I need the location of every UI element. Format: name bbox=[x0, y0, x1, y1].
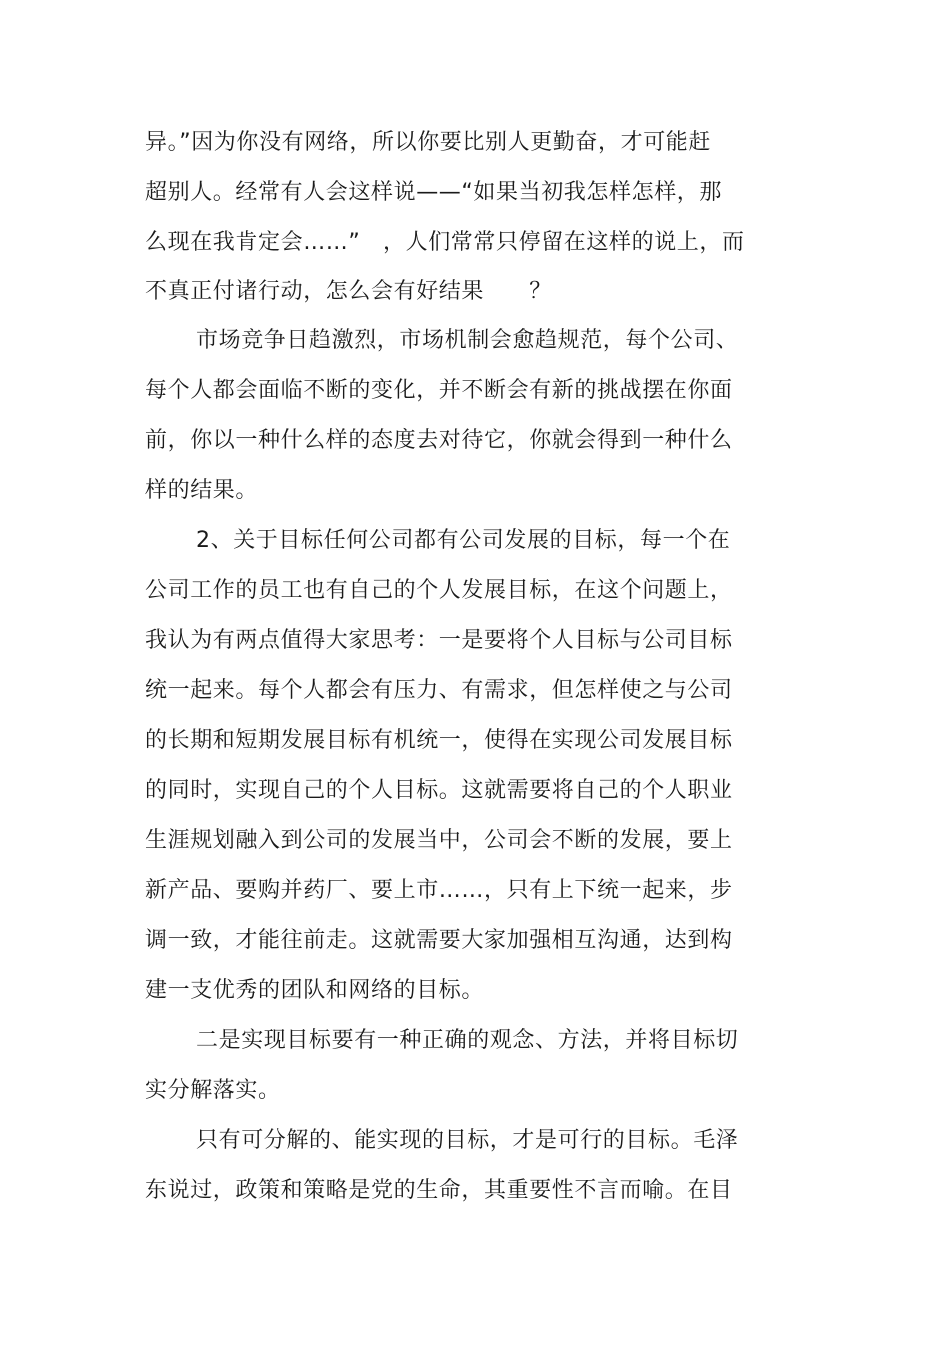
paragraph-start-line: 二是实现目标要有一种正确的观念、方法，并将目标切 bbox=[196, 1028, 739, 1053]
text-line: 的同时，实现自己的个人目标。这就需要将自己的个人职业 bbox=[145, 778, 733, 803]
text-line: 不真正付诸行动，怎么会有好结果 ？ bbox=[145, 279, 552, 304]
text-line: 统一起来。每个人都会有压力、有需求，但怎样使之与公司 bbox=[145, 678, 733, 703]
text-line: 的长期和短期发展目标有机统一，使得在实现公司发展目标 bbox=[145, 728, 733, 753]
text-line: 异。”因为你没有网络，所以你要比别人更勤奋，才可能赶 bbox=[145, 130, 711, 155]
paragraph-start-line: 只有可分解的、能实现的目标，才是可行的目标。毛泽 bbox=[196, 1128, 739, 1153]
text-line: 每个人都会面临不断的变化，并不断会有新的挑战摆在你面 bbox=[145, 378, 733, 403]
text-line: 公司工作的员工也有自己的个人发展目标，在这个问题上， bbox=[145, 578, 733, 603]
text-line: 前，你以一种什么样的态度去对待它，你就会得到一种什么 bbox=[145, 428, 733, 453]
text-line: 么现在我肯定会……” ，人们常常只停留在这样的说上，而 bbox=[145, 230, 745, 255]
text-line: 实分解落实。 bbox=[145, 1078, 281, 1103]
text-line: 建一支优秀的团队和网络的目标。 bbox=[145, 978, 485, 1003]
paragraph-start-line: 2、关于目标任何公司都有公司发展的目标，每一个在 bbox=[196, 528, 731, 553]
text-line: 样的结果。 bbox=[145, 478, 259, 503]
paragraph-start-line: 市场竞争日趋激烈，市场机制会愈趋规范，每个公司、 bbox=[196, 328, 739, 353]
text-line: 东说过，政策和策略是党的生命，其重要性不言而喻。在目 bbox=[145, 1178, 733, 1203]
text-line: 调一致，才能往前走。这就需要大家加强相互沟通，达到构 bbox=[145, 928, 733, 953]
text-line: 生涯规划融入到公司的发展当中，公司会不断的发展，要上 bbox=[145, 828, 733, 853]
text-line: 超别人。经常有人会这样说——“如果当初我怎样怎样，那 bbox=[145, 180, 722, 205]
text-line: 我认为有两点值得大家思考：一是要将个人目标与公司目标 bbox=[145, 628, 733, 653]
text-line: 新产品、要购并药厂、要上市……，只有上下统一起来，步 bbox=[145, 878, 733, 903]
